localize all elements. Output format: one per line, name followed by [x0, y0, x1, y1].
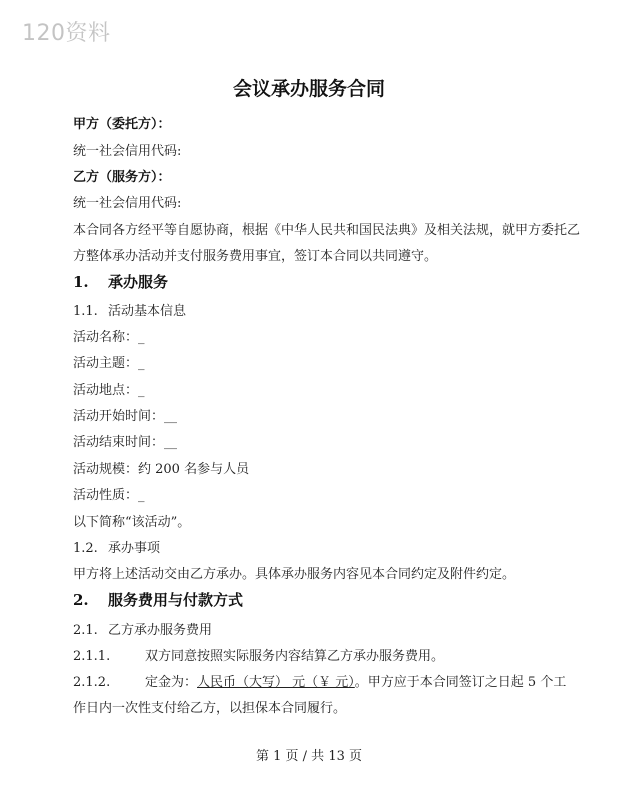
party-b-label: 乙方（服务方）：	[73, 170, 171, 185]
field-activity-start	[73, 405, 177, 424]
field-activity-place	[73, 379, 145, 398]
clause-2-1-2-suffix: 。甲方应于本合同签订之日起 5 个工	[354, 675, 567, 690]
section-1-heading	[73, 271, 168, 292]
fill-blank: _	[138, 488, 145, 503]
field-activity-name	[73, 326, 145, 345]
party-b-credit-code: 统一社会信用代码:	[73, 196, 182, 211]
subsection-1-1-number: 1.1.	[73, 304, 98, 319]
field-activity-end	[73, 431, 177, 450]
clause-2-1-2-number: 2.1.2.	[73, 675, 111, 690]
clause-2-1-2-line2: 作日内一次性支付给乙方，以担保本合同履行。	[73, 701, 347, 716]
document-title: 会议承办服务合同	[232, 78, 385, 100]
field-activity-nature	[73, 484, 145, 503]
fill-blank: __	[164, 409, 178, 424]
field-label: 活动开始时间：	[73, 409, 165, 424]
field-label: 活动性质：	[73, 488, 139, 503]
section-2-heading	[73, 589, 243, 610]
field-label: 活动结束时间：	[73, 435, 165, 450]
field-activity-theme	[73, 352, 145, 371]
subsection-2-1-heading	[73, 619, 212, 638]
subsection-2-1-number: 2.1.	[73, 623, 98, 638]
section-1-title: 承办服务	[108, 273, 169, 291]
clause-2-1-1-text: 双方同意按照实际服务内容结算乙方承办服务费用。	[145, 649, 445, 664]
subsection-1-1-heading	[73, 300, 186, 319]
watermark: 120资料	[22, 21, 111, 46]
subsection-1-2-text: 甲方将上述活动交由乙方承办。具体承办服务内容见本合同约定及附件约定。	[73, 567, 516, 582]
fill-blank: _	[138, 383, 145, 398]
fill-blank: _	[138, 330, 145, 345]
clause-2-1-2	[73, 671, 566, 690]
clause-2-1-1-number: 2.1.1.	[73, 649, 111, 664]
page-footer: 第 1 页 / 共 13 页	[256, 749, 362, 764]
party-a-credit-code: 统一社会信用代码:	[73, 144, 182, 159]
field-label: 活动主题：	[73, 356, 139, 371]
section-1-number: 1.	[73, 273, 89, 291]
field-label: 活动地点：	[73, 383, 139, 398]
subsection-1-1-title: 活动基本信息	[108, 304, 187, 319]
abbreviation-note: 以下简称“该活动”。	[73, 515, 191, 530]
intro-paragraph-line2: 方整体承办活动并支付服务费用事宜，签订本合同以共同遵守。	[73, 249, 438, 264]
section-2-number: 2.	[73, 591, 89, 609]
field-label: 活动名称：	[73, 330, 139, 345]
subsection-1-2-title: 承办事项	[108, 541, 161, 556]
fill-blank: _	[138, 356, 145, 371]
subsection-2-1-title: 乙方承办服务费用	[108, 623, 213, 638]
party-a-label: 甲方（委托方）：	[73, 117, 171, 132]
fill-blank: __	[164, 435, 178, 450]
subsection-1-2-number: 1.2.	[73, 541, 98, 556]
section-2-title: 服务费用与付款方式	[108, 591, 244, 609]
deposit-amount: 人民币（大写） 元（￥ 元）	[197, 675, 355, 690]
clause-2-1-2-prefix: 定金为：	[145, 675, 198, 690]
intro-paragraph-line1: 本合同各方经平等自愿协商，根据《中华人民共和国民法典》及相关法规，就甲方委托乙	[73, 223, 581, 238]
clause-2-1-1	[73, 645, 444, 664]
subsection-1-2-heading	[73, 537, 160, 556]
field-activity-scale: 活动规模：约 200 名参与人员	[73, 462, 250, 477]
